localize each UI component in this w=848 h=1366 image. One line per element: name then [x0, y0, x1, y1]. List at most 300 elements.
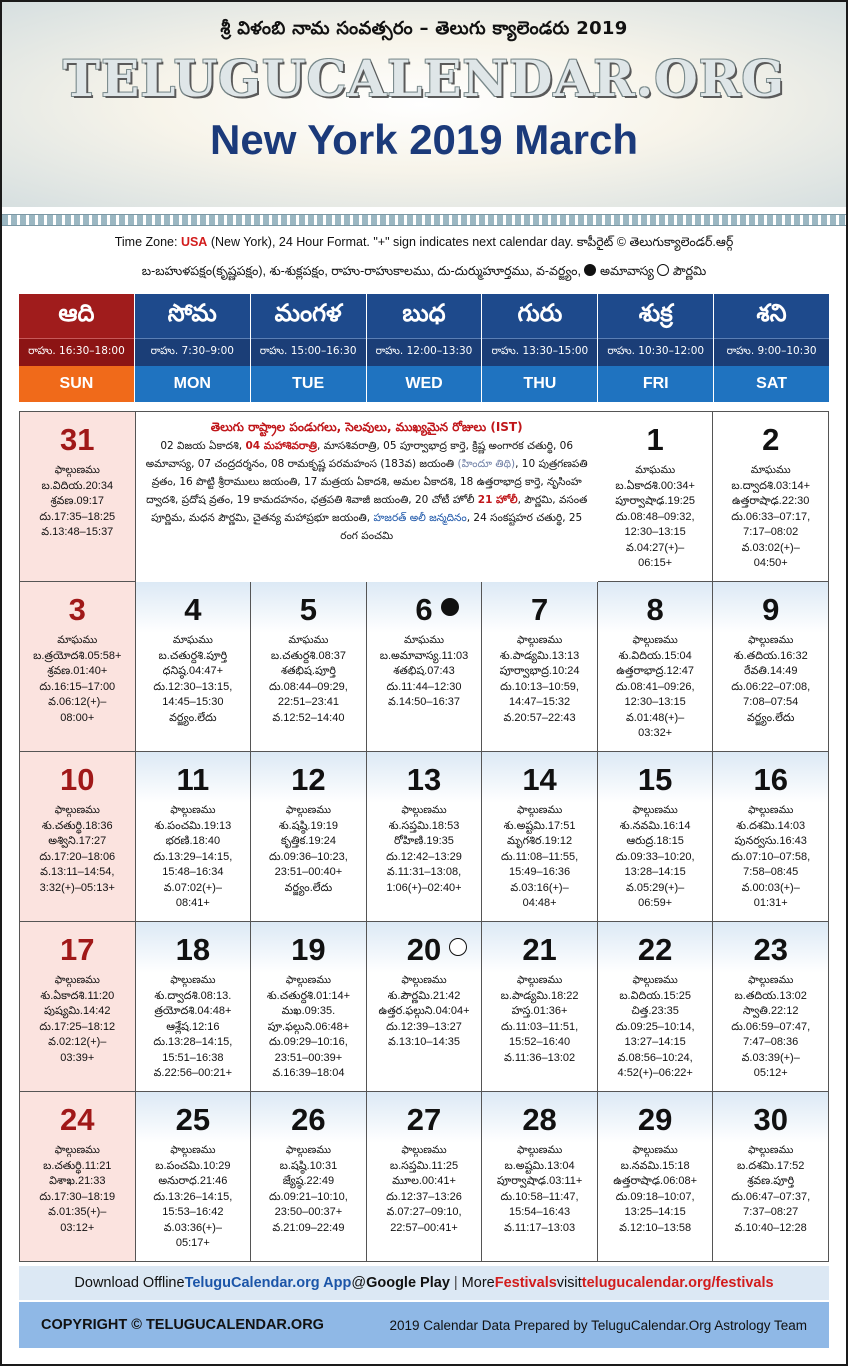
day-number: 10	[60, 762, 95, 797]
detail-line: రోహిణి.19:35	[394, 835, 454, 847]
day-number: 7	[530, 592, 549, 627]
detail-line: 04:48+	[522, 897, 557, 909]
detail-line: దు.11:44–12:30	[386, 680, 462, 693]
detail-line: 03:39+	[60, 1051, 95, 1064]
new-moon-icon	[584, 264, 596, 276]
detail-line: వ.22:56–00:21+	[153, 1067, 233, 1079]
detail-line: శు.సప్తమి.18:53	[388, 819, 460, 832]
detail-line: 03:12+	[60, 1221, 95, 1234]
detail-line: ఉత్తరాషాఢ.22:30	[732, 495, 810, 507]
detail-line: 13:28–14:15	[624, 866, 686, 878]
weekday-6	[714, 294, 829, 402]
detail-line: 04:50+	[753, 557, 788, 569]
day-number: 18	[175, 932, 211, 967]
month-name: ఫాల్గుణము	[401, 1144, 447, 1156]
detail-line: వర్జ్యం.లేదు	[284, 881, 333, 894]
detail-line: దు.07:10–07:58,	[731, 850, 811, 863]
day-cell[interactable]	[20, 412, 136, 582]
day-number: 15	[637, 762, 673, 797]
day-details	[713, 973, 828, 1082]
day-cell[interactable]	[20, 922, 136, 1092]
detail-line: 15:53–16:42	[162, 1206, 224, 1218]
detail-line: మఖ.09:35.	[281, 1005, 336, 1017]
detail-line: 05:17+	[175, 1237, 210, 1249]
detail-line: దు.08:41–09:26,	[615, 680, 695, 693]
day-details	[367, 803, 482, 896]
detail-line: దు.11:08–11:55,	[500, 850, 579, 863]
detail-line: వర్జ్యం.లేదు	[169, 711, 217, 724]
day-number: 28	[522, 1102, 557, 1137]
day-number: 5	[299, 592, 318, 627]
prepared-by-text: 2019 Calendar Data Prepared by TeluguCalendar.Org Astrology Team	[389, 1317, 807, 1333]
day-cell[interactable]	[482, 1092, 598, 1262]
festival-text: , 10 పుత్రగణపతి వ్రతం, 16 పొట్టి శ్రీరాములు జయంతి, 17 మత్రయ ఏకాదశి, అమల ఏకాదశి, 18 ఉత్తరాభాద్ర కార్తె, నృసింహ ద్వాదశి, ప్రదోష వ్రతం, 19 కామదహనం, ఛత్రపతి శివాజీ జయంతి, 20 చోటీ హోలీ	[146, 458, 588, 506]
festival-highlight: 04 మహాశివరాత్రి	[245, 440, 317, 452]
detail-line: 23:51–00:40+	[274, 866, 343, 878]
detail-line: శ్రవణ.09:17	[50, 495, 105, 507]
day-details	[20, 973, 135, 1066]
timezone-prefix: Time Zone:	[114, 235, 181, 249]
full-moon-icon	[657, 264, 669, 276]
detail-line: శు.నవమి.16:14	[619, 819, 691, 832]
weekday-telugu: ఆది	[19, 294, 134, 338]
detail-line: 13:25–14:15	[624, 1206, 686, 1218]
month-name: మాఘము	[57, 634, 98, 646]
day-number: 30	[753, 1102, 788, 1137]
detail-line: దు.12:37–13:26	[386, 1190, 462, 1203]
detail-line: దు.16:15–17:00	[39, 680, 116, 693]
detail-line: శు.ద్వాదశి.08:13.	[154, 989, 232, 1002]
detail-line: 7:47–08:36	[743, 1036, 799, 1048]
day-cell[interactable]	[482, 752, 598, 922]
copyright-bar	[19, 1302, 829, 1348]
detail-line: దు.06:33–07:17,	[731, 510, 811, 523]
detail-line: పూర్వాభాద్ర.10:24	[499, 665, 580, 677]
detail-line: పూర్వాషాఢ.19:25	[615, 495, 696, 507]
detail-line: దు.17:30–18:19	[39, 1190, 116, 1203]
detail-line: శు.ఏకాదశి.11:20	[40, 989, 115, 1002]
month-name: ఫాల్గుణము	[54, 974, 100, 986]
detail-line: దు.13:29–14:15,	[153, 850, 233, 863]
day-details	[136, 1143, 251, 1252]
day-details	[136, 803, 251, 912]
weekday-rahukalam: రాహు. 10:30–12:00	[598, 338, 713, 366]
detail-line: వ.21:09–22:49	[272, 1221, 345, 1234]
day-cell[interactable]	[367, 752, 483, 922]
detail-line: వ.20:57–22:43	[503, 711, 576, 724]
detail-line: దు.08:48–09:32,	[615, 510, 695, 523]
timezone-suffix: (New York), 24 Hour Format. "+" sign indicates next calendar day. కాపీరైట్ © తెలుగుక్యాలెండర్.ఆర్గ్	[207, 235, 734, 249]
more-text: More	[461, 1275, 495, 1291]
weekday-english: MON	[135, 366, 250, 402]
month-name: ఫాల్గుణము	[748, 634, 794, 646]
detail-line: దు.06:22–07:08,	[731, 680, 811, 693]
month-name: ఫాల్గుణము	[401, 804, 447, 816]
detail-line: 7:37–08:27	[743, 1206, 799, 1218]
site-logo[interactable]: TELUGUCALENDAR.ORG	[62, 49, 786, 108]
day-details	[20, 633, 135, 726]
detail-line: వ.02:12(+)–	[48, 1036, 107, 1048]
day-number: 13	[406, 762, 442, 797]
day-number: 31	[60, 422, 95, 457]
full-moon-icon	[449, 938, 467, 956]
month-name: ఫాల్గుణము	[54, 804, 100, 816]
day-number: 22	[637, 932, 673, 967]
day-cell[interactable]	[136, 582, 252, 752]
detail-line: దు.09:33–10:20,	[615, 850, 695, 863]
detail-line: దు.09:25–10:14,	[615, 1020, 695, 1033]
day-number: 9	[762, 592, 780, 627]
day-details	[713, 1143, 828, 1236]
detail-line: దు.12:42–13:29	[386, 850, 462, 863]
month-name: మాఘము	[403, 634, 444, 646]
day-number: 8	[646, 592, 664, 627]
day-number: 6	[415, 594, 432, 625]
new-moon-icon	[441, 598, 459, 616]
day-details	[482, 803, 597, 912]
detail-line: శ్రవణ.01:40+	[47, 665, 108, 677]
timezone-country: USA	[180, 235, 208, 249]
day-number: 12	[291, 762, 326, 797]
day-details	[713, 803, 828, 912]
weekday-english: THU	[482, 366, 597, 402]
detail-line: 7:08–07:54	[743, 696, 799, 708]
day-number: 2	[762, 422, 780, 457]
detail-line: దు.09:21–10:10,	[268, 1190, 348, 1203]
day-cell[interactable]	[367, 582, 483, 752]
detail-line: శు.పాడ్యమి.13:13	[499, 649, 580, 662]
day-cell[interactable]	[367, 922, 483, 1092]
detail-line: 22:57–00:41+	[390, 1221, 458, 1234]
detail-line: వ.16:39–18:04	[272, 1067, 345, 1079]
month-name: మాఘము	[288, 634, 329, 646]
detail-line: బ.చతుర్దశి.08:37	[270, 649, 347, 662]
day-number: 24	[60, 1102, 95, 1137]
day-number: 1	[646, 422, 664, 457]
day-cell[interactable]	[20, 582, 136, 752]
detail-line: బ.అమావాస్య.11:03	[379, 649, 469, 662]
detail-line: వ.05:29(+)–	[625, 881, 685, 894]
day-number: 11	[176, 762, 210, 797]
month-name: ఫాల్గుణము	[170, 1144, 216, 1156]
weekday-rahukalam: రాహు. 9:00–10:30	[714, 338, 829, 366]
detail-line: త్రయోదశి.04:48+	[154, 1005, 232, 1017]
detail-line: ఉత్తరాభాద్ర.12:47	[616, 665, 695, 677]
detail-line: బ.చతుర్థి.11:21	[43, 1159, 112, 1172]
detail-line: ఉత్తర.ఫల్గుని.04:04+	[378, 1005, 470, 1017]
day-details	[136, 633, 251, 726]
day-cell[interactable]	[367, 1092, 483, 1262]
detail-line: వ.12:52–14:40	[272, 711, 345, 724]
festival-highlight-blue: హజరత్ అలీ జన్మదినం	[373, 512, 467, 524]
separator: |	[453, 1275, 458, 1291]
legend-new-moon: అమావాస్య	[599, 264, 654, 278]
day-cell[interactable]	[598, 922, 714, 1092]
detail-line: పుష్యమి.14:42	[44, 1005, 111, 1017]
detail-line: బ.పంచమి.10:29	[155, 1159, 231, 1172]
day-number: 17	[60, 932, 95, 967]
detail-line: శు.చతుర్థి.18:36	[41, 819, 113, 832]
festival-text: , మాసశివరాత్రి, 05 పూర్వాభాద్ర కార్తె, క్రిష్ణ అంగారక చతుర్థి, 06 అమావాస్య, 07 చంద్రదర్శనం, 08 రామకృష్ణ పరమహంస (183వ) జయంతి	[145, 440, 574, 470]
detail-line: 13:27–14:15	[624, 1036, 686, 1048]
day-details	[482, 633, 597, 726]
detail-line: ఆశ్లేష.12:16	[166, 1020, 220, 1033]
detail-line: వ.11:36–13:02	[503, 1051, 576, 1064]
detail-line: దు.09:18–10:07,	[615, 1190, 695, 1203]
detail-line: దు.06:47–07:37,	[731, 1190, 811, 1203]
month-name: మాఘము	[172, 634, 213, 646]
day-details	[367, 633, 482, 711]
month-name: ఫాల్గుణము	[285, 804, 332, 816]
detail-line: బ.ఏకాదశి.00:34+	[615, 479, 695, 492]
detail-line: 15:52–16:40	[508, 1036, 571, 1048]
detail-line: బ.పాడ్యమి.18:22	[500, 989, 579, 1002]
weekday-telugu: శుక్ర	[598, 294, 713, 338]
detail-line: 06:59+	[638, 897, 673, 909]
at-text: @	[351, 1275, 367, 1291]
detail-line: 12:30–13:15	[624, 696, 686, 708]
google-play-link[interactable]: Google Play	[366, 1275, 450, 1291]
month-name: ఫాల్గుణము	[170, 974, 216, 986]
detail-line: 22:51–23:41	[277, 696, 339, 708]
day-cell[interactable]	[713, 1092, 829, 1262]
day-cell[interactable]	[598, 582, 714, 752]
detail-line: రేవతి.14:49	[743, 665, 798, 677]
detail-line: ఉత్తరాషాఢ.06:08+	[613, 1175, 698, 1187]
month-name: ఫాల్గుణము	[170, 804, 216, 816]
detail-line: బ.ద్వాదశి.03:14+	[731, 479, 810, 492]
detail-line: మృగశిర.19:12	[506, 835, 573, 847]
weekday-rahukalam: రాహు. 15:00–16:30	[251, 338, 366, 366]
day-cell[interactable]	[713, 922, 829, 1092]
festival-note: (హిందూ తిథి)	[457, 458, 516, 470]
app-link[interactable]: TeluguCalendar.org App	[184, 1275, 352, 1291]
detail-line: దు.06:59–07:47,	[731, 1020, 811, 1033]
detail-line: ఆరుద్ర.18:15	[626, 835, 684, 847]
weekday-1	[135, 294, 251, 402]
day-number: 16	[753, 762, 788, 797]
day-details	[20, 1143, 135, 1236]
month-name: ఫాల్గుణము	[401, 974, 447, 986]
weekday-telugu: మంగళ	[251, 294, 366, 338]
legend-text: బ-బహుళపక్షం(కృష్ణపక్షం), శు-శుక్లపక్షం, రాహు-రాహుకాలము, దు-దుర్ముహూర్తము, వ-వర్జ్యం,	[141, 264, 581, 278]
detail-line: వ.11:31–13:08,	[386, 866, 462, 878]
detail-line: చిత్త.23:35	[631, 1005, 679, 1017]
weekday-rahukalam: రాహు. 13:30–15:00	[482, 338, 597, 366]
day-details	[713, 633, 828, 726]
legend-full-moon: పౌర్ణమి	[672, 264, 707, 278]
abbreviation-legend	[2, 264, 846, 282]
weekday-english: SUN	[19, 366, 134, 402]
day-cell[interactable]	[251, 922, 367, 1092]
detail-line: మూల.00:41+	[392, 1175, 456, 1187]
weekday-rahukalam: రాహు. 7:30–9:00	[135, 338, 250, 366]
detail-line: దు.12:30–13:15,	[153, 680, 233, 693]
detail-line: దు.17:35–18:25	[39, 510, 116, 523]
detail-line: బ.త్రయోదశి.05:58+	[33, 649, 122, 662]
detail-line: వ.14:50–16:37	[387, 696, 461, 708]
day-cell[interactable]	[598, 752, 714, 922]
day-cell[interactable]	[713, 412, 829, 582]
month-name: ఫాల్గుణము	[748, 1144, 794, 1156]
detail-line: బ.చతుర్దశి.పూర్తి	[158, 649, 228, 662]
festival-text: , పౌర్ణమి, వసంత పూర్ణిమ, మధన పౌర్ణమి, చైతన్య మహాప్రభూ జయంతి,	[151, 494, 588, 524]
detail-line: విశాఖ.21:33	[49, 1175, 106, 1187]
festival-text: 02 విజయ ఏకాదశి,	[160, 440, 246, 452]
day-details	[367, 1143, 482, 1236]
day-cell[interactable]	[136, 752, 252, 922]
download-bar	[19, 1266, 829, 1300]
day-details	[598, 1143, 713, 1236]
month-name: ఫాల్గుణము	[54, 1144, 100, 1156]
weekday-4	[482, 294, 598, 402]
detail-line: వ.08:56–10:24,	[617, 1051, 693, 1064]
weekday-telugu: గురు	[482, 294, 597, 338]
month-name: ఫాల్గుణము	[632, 1144, 678, 1156]
detail-line: 01:31+	[753, 897, 788, 909]
detail-line: 23:50–00:37+	[274, 1206, 343, 1218]
month-name: ఫాల్గుణము	[285, 1144, 332, 1156]
weekday-3	[367, 294, 483, 402]
detail-line: శు.చతుర్దశి.01:14+	[266, 989, 351, 1002]
weekday-english: FRI	[598, 366, 713, 402]
detail-line: అనురాధ.21:46	[158, 1175, 228, 1187]
month-name: ఫాల్గుణము	[516, 974, 563, 986]
month-name: ఫాల్గుణము	[632, 804, 678, 816]
day-details	[251, 633, 366, 726]
visit-text: visit	[556, 1275, 582, 1291]
detail-line: వ.04:27(+)–	[625, 541, 685, 554]
day-cell[interactable]	[251, 582, 367, 752]
day-number: 14	[522, 762, 557, 797]
calendar-grid	[19, 411, 829, 1262]
day-details	[251, 1143, 366, 1236]
day-cell[interactable]	[598, 1092, 714, 1262]
detail-line: దు.09:36–10:23,	[268, 850, 348, 863]
day-details	[482, 973, 597, 1066]
day-cell[interactable]	[20, 752, 136, 922]
detail-line: దు.13:26–14:15,	[153, 1190, 233, 1203]
detail-line: 7:58–08:45	[743, 866, 799, 878]
timezone-line	[2, 235, 846, 253]
detail-line: బ.సప్తమి.11:25	[389, 1159, 459, 1172]
month-name: ఫాల్గుణము	[632, 634, 678, 646]
detail-line: 03:32+	[638, 727, 673, 739]
day-cell[interactable]	[251, 752, 367, 922]
festival-list	[136, 412, 598, 582]
detail-line: 15:51–16:38	[162, 1051, 224, 1064]
festivals-link[interactable]: Festivals	[494, 1275, 557, 1291]
day-details	[713, 463, 828, 572]
weekday-english: WED	[367, 366, 482, 402]
month-name: ఫాల్గుణము	[54, 464, 100, 476]
festivals-url-link[interactable]: telugucalendar.org/festivals	[581, 1275, 774, 1291]
detail-line: బ.తదియ.13:02	[734, 989, 807, 1002]
detail-line: బ.దశమి.17:52	[737, 1159, 805, 1172]
detail-line: వర్జ్యం.లేదు	[746, 711, 795, 724]
day-details	[482, 1143, 597, 1236]
detail-line: వ.01:35(+)–	[48, 1206, 107, 1218]
day-number: 27	[406, 1102, 442, 1137]
day-cell[interactable]	[482, 922, 598, 1092]
header	[2, 2, 846, 207]
month-name: ఫాల్గుణము	[516, 634, 563, 646]
detail-line: వ.03:02(+)–	[741, 541, 800, 554]
day-cell[interactable]	[136, 1092, 252, 1262]
detail-line: భరణి.18:40	[165, 835, 221, 847]
detail-line: వ.03:36(+)–	[163, 1221, 222, 1234]
detail-line: కృత్తిక.19:24	[280, 835, 336, 847]
detail-line: శు.షష్ఠి.19:19	[278, 819, 339, 832]
day-number: 29	[637, 1102, 673, 1137]
detail-line: 4:52(+)–06:22+	[617, 1067, 693, 1079]
detail-line: దు.17:20–18:06	[39, 850, 116, 863]
day-number: 21	[522, 932, 557, 967]
detail-line: దు.11:03–11:51,	[500, 1020, 579, 1033]
day-cell[interactable]	[713, 752, 829, 922]
detail-line: వ.03:16(+)–	[510, 881, 569, 894]
detail-line: దు.10:13–10:59,	[500, 680, 579, 693]
month-name: ఫాల్గుణము	[748, 974, 794, 986]
day-details	[367, 973, 482, 1051]
detail-line: శు.దశమి.14:03	[736, 819, 806, 832]
day-cell[interactable]	[713, 582, 829, 752]
detail-line: వ.12:10–13:58	[619, 1221, 692, 1234]
detail-line: బ.విదియ.20:34	[41, 479, 114, 492]
detail-line: శ్రవణ.పూర్తి	[747, 1175, 795, 1187]
detail-line: 15:49–16:36	[508, 866, 571, 878]
month-name: ఫాల్గుణము	[516, 1144, 563, 1156]
festival-highlight: 21 హోలీ	[477, 494, 518, 506]
detail-line: ధనిష్ఠ.04:47+	[162, 665, 224, 677]
day-cell[interactable]	[136, 922, 252, 1092]
detail-line: పూ.ఫల్గుని.06:48+	[267, 1020, 350, 1033]
detail-line: పూర్వాషాఢ.03:11+	[496, 1175, 583, 1187]
day-cell[interactable]	[482, 582, 598, 752]
detail-line: వ.10:40–12:28	[734, 1221, 807, 1234]
weekday-rahukalam: రాహు. 16:30–18:00	[19, 338, 134, 366]
month-name: ఫాల్గుణము	[632, 974, 678, 986]
day-number: 19	[291, 932, 326, 967]
detail-line: శు.తదియ.16:32	[733, 649, 808, 662]
decorative-divider	[2, 214, 846, 226]
weekday-2	[251, 294, 367, 402]
detail-line: శు.పౌర్ణమి.21:42	[387, 989, 461, 1002]
day-cell[interactable]	[20, 1092, 136, 1262]
month-name: మాఘము	[635, 464, 676, 476]
detail-line: శు.పంచమి.19:13	[154, 819, 232, 832]
detail-line: వ.11:17–13:03	[503, 1221, 576, 1234]
day-cell[interactable]	[598, 412, 714, 582]
day-number: 4	[184, 592, 202, 627]
detail-line: దు.12:39–13:27	[386, 1020, 462, 1033]
day-details	[20, 463, 135, 541]
download-text: Download Offline	[74, 1275, 185, 1291]
day-details	[251, 973, 366, 1082]
day-cell[interactable]	[251, 1092, 367, 1262]
detail-line: బ.నవమి.15:18	[620, 1159, 690, 1172]
detail-line: దు.09:29–10:16,	[268, 1036, 348, 1048]
detail-line: 08:41+	[175, 897, 210, 909]
detail-line: శతభిష.07:43	[393, 665, 455, 677]
detail-line: వ.07:27–09:10,	[386, 1206, 462, 1218]
weekday-telugu: శని	[714, 294, 829, 338]
detail-line: 7:17–08:02	[743, 526, 799, 538]
detail-line: వ.01:48(+)–	[625, 711, 685, 724]
detail-line: జ్యేష్ఠ.22:49	[282, 1175, 335, 1187]
weekday-english: TUE	[251, 366, 366, 402]
day-number: 25	[175, 1102, 211, 1137]
